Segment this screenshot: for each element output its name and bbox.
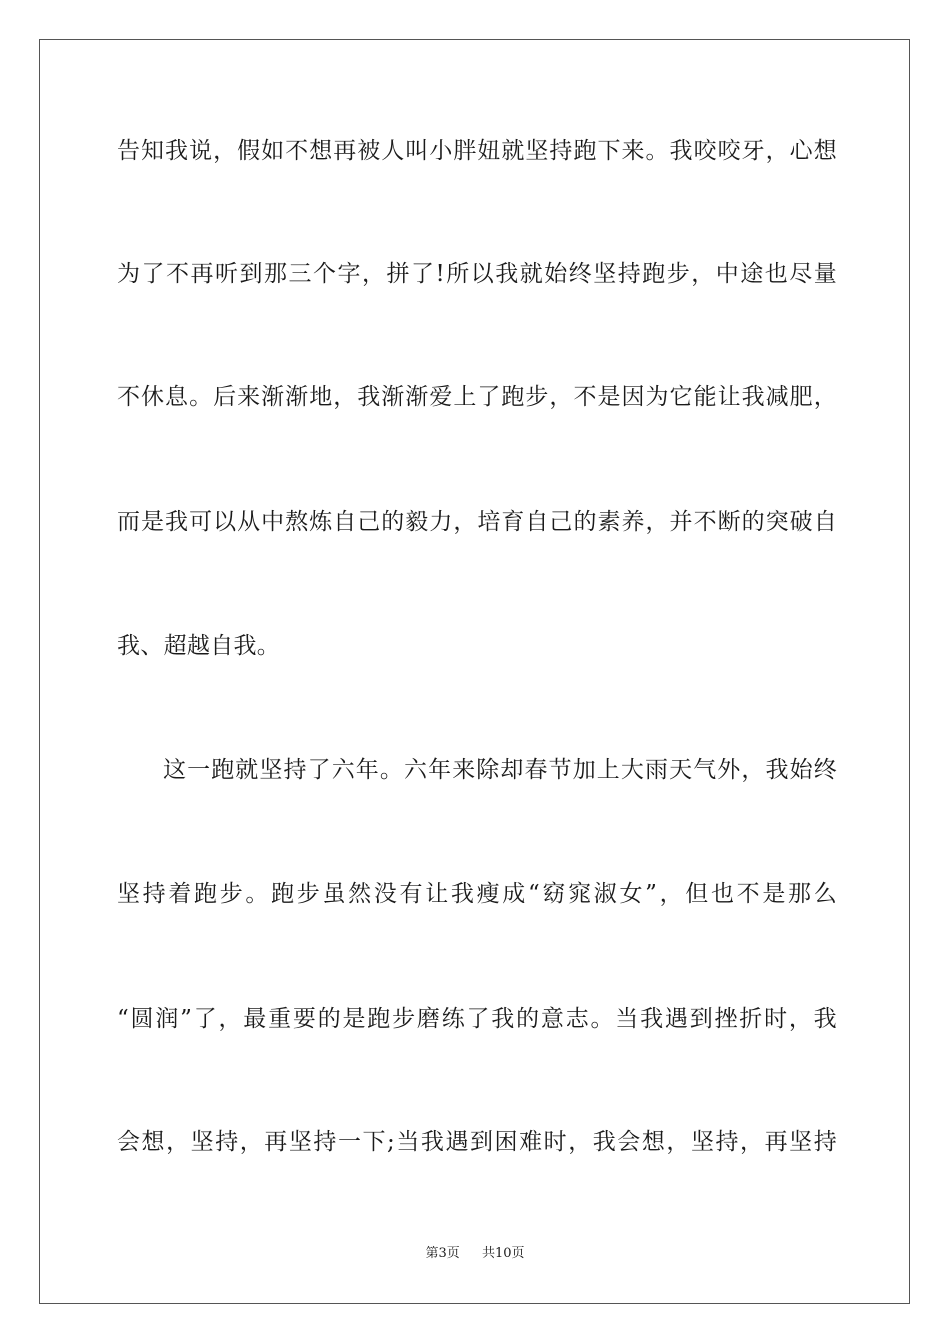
page-footer: [0, 1244, 950, 1264]
text-line: 而是我可以从中熬炼自己的毅力，培育自己的素养，并不断的突破自: [117, 509, 837, 535]
text-line: 告知我说，假如不想再被人叫小胖妞就坚持跑下来。我咬咬牙，心想: [117, 138, 837, 164]
text-line: “圆润”了，最重要的是跑步磨练了我的意志。当我遇到挫折时，我: [117, 1006, 837, 1032]
paragraph-first-line: 这一跑就坚持了六年。六年来除却春节加上大雨天气外，我始终: [163, 757, 837, 783]
text-line: 坚持着跑步。跑步虽然没有让我瘦成“窈窕淑女”，但也不是那么: [117, 881, 837, 907]
page-number: 第3页: [425, 1246, 460, 1261]
total-pages: 共10页: [482, 1246, 525, 1261]
text-line: 会想，坚持，再坚持一下;当我遇到困难时，我会想，坚持，再坚持: [117, 1129, 837, 1155]
page-border: [39, 39, 910, 1304]
text-line: 我、超越自我。: [117, 633, 281, 659]
text-line: 不休息。后来渐渐地，我渐渐爱上了跑步，不是因为它能让我减肥，: [117, 384, 837, 410]
text-line: 为了不再听到那三个字，拼了!所以我就始终坚持跑步，中途也尽量: [117, 261, 837, 287]
